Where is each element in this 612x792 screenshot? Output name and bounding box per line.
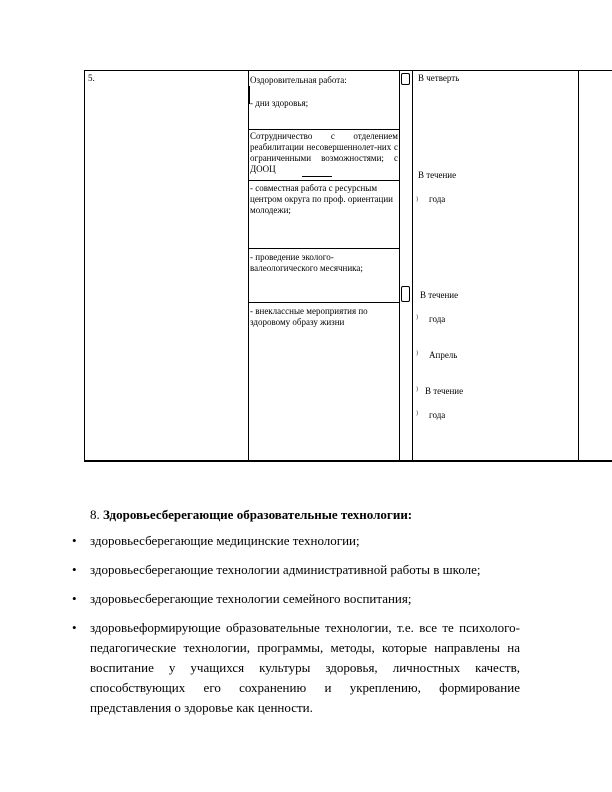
period-year-3: года	[429, 410, 446, 420]
bullet-icon: •	[72, 620, 77, 635]
section-title: Здоровьесберегающие образовательные технологии:	[103, 507, 413, 522]
list-item	[74, 618, 520, 718]
list-item-text: здоровьесберегающие технологии семейного воспитания;	[90, 591, 412, 606]
cooperation-underline	[302, 176, 332, 177]
list-item-text: здоровьесберегающие технологии административной работы в школе;	[90, 562, 481, 577]
bullet-icon: •	[72, 533, 77, 548]
bullet-icon: •	[72, 562, 77, 577]
list-item-text: здоровьеформирующие образовательные технологии, т.е. все те психолого-педагогические технологии, программы, методы, которые направлены на воспитание у учащихся культуры здоровья, личностных качеств, способствующих его сохранению и укреплению, формирование представления о здоровье как ценности.	[90, 620, 520, 715]
list-item	[74, 560, 520, 580]
col4-mark-5	[413, 410, 418, 416]
bullet-icon: •	[72, 591, 77, 606]
health-days-item: - дни здоровья;	[250, 98, 309, 108]
table-bottom-border	[84, 460, 612, 462]
period-during-3: В течение	[425, 386, 464, 396]
resource-center-item: - совместная работа с ресурсным центром округа по проф. ориентации молодежи;	[250, 183, 393, 215]
col3-mark-2	[401, 286, 410, 302]
eco-month-item: - проведение эколого-валеологического месячника;	[250, 252, 363, 273]
table-left-border	[84, 70, 85, 461]
cooperation-item: Сотрудничество с отделением реабилитации несовершеннолет-них с ограниченными возможностями; с ДООЦ	[250, 131, 398, 174]
col4-mark-3	[413, 350, 418, 356]
period-during-1: В течение	[418, 170, 457, 180]
list-item	[74, 531, 520, 551]
list-item-text: здоровьесберегающие медицинские технологии;	[90, 533, 360, 548]
period-year-2: года	[429, 314, 446, 324]
period-quarterly: В четверть	[418, 73, 460, 83]
row-number: 5.	[88, 73, 95, 83]
technologies-list	[74, 531, 520, 727]
health-work-heading: Оздоровительная работа:	[250, 75, 347, 85]
table-col-divider-3	[412, 70, 413, 461]
col4-mark-4	[413, 386, 418, 392]
period-april: Апрель	[429, 350, 458, 360]
section-number: 8.	[90, 507, 100, 522]
list-item	[74, 589, 520, 609]
table-col-divider-4	[578, 70, 579, 461]
section-heading	[90, 506, 412, 524]
extracurricular-item: - внеклассные мероприятия по здоровому образу жизни	[250, 306, 368, 327]
period-year-1: года	[429, 194, 446, 204]
col3-mark-1	[401, 73, 410, 85]
period-during-2: В течение	[420, 290, 459, 300]
col4-mark-1	[413, 196, 418, 202]
col4-mark-2	[413, 314, 418, 320]
